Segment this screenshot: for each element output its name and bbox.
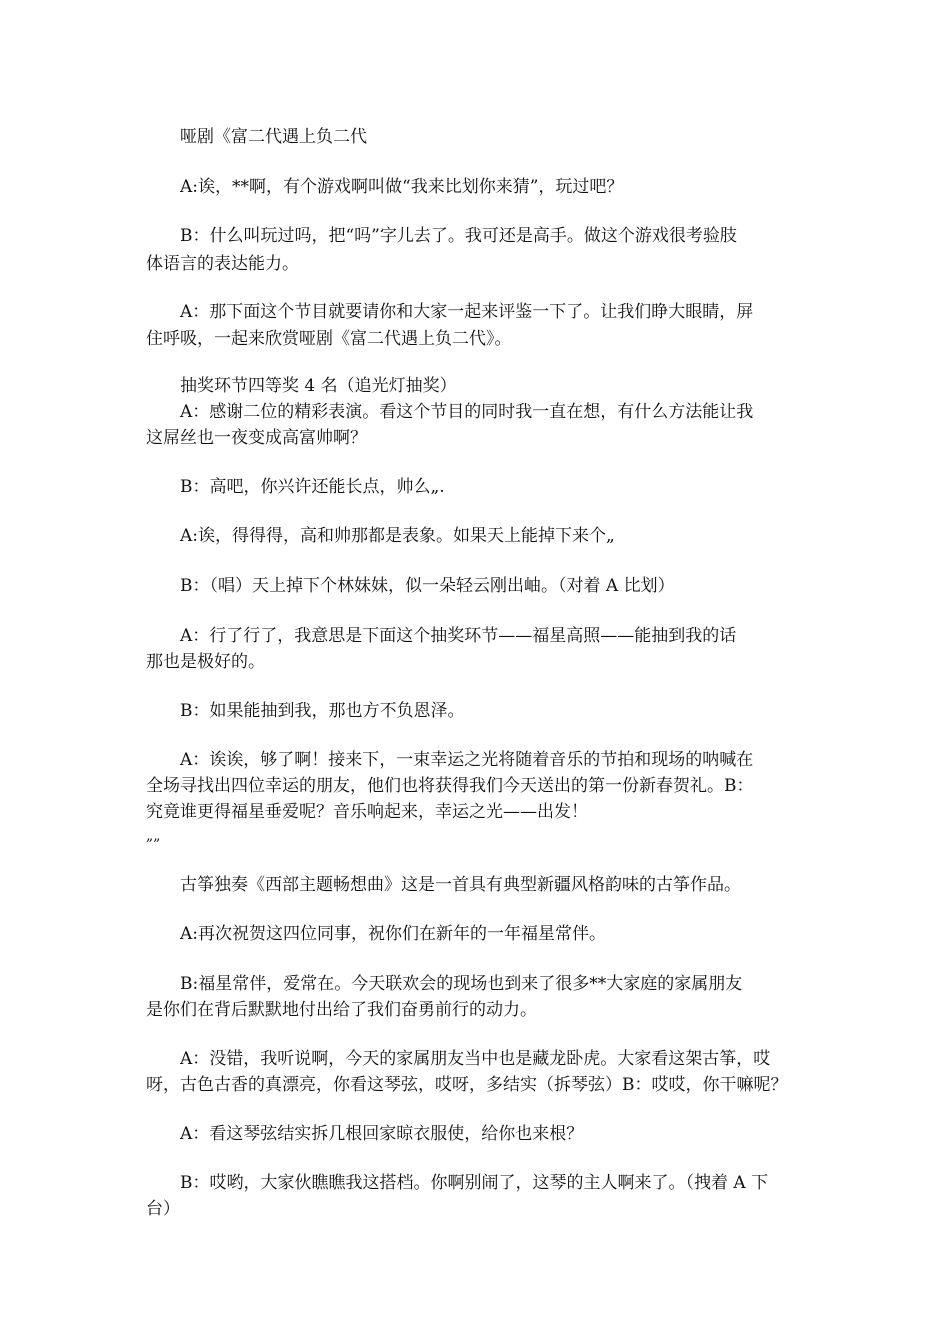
paragraph-line: 住呼吸，一起来欣赏哑剧《富二代遇上负二代》。 [146, 329, 512, 349]
paragraph-line: B:福星常伴，爱常在。今天联欢会的现场也到来了很多**大家庭的家属朋友 [180, 974, 743, 994]
paragraph-line: 究竟谁更得福星垂爱呢？音乐响起来，幸运之光——出发！ [146, 802, 588, 822]
paragraph-line: A:诶，**啊，有个游戏啊叫做“我来比划你来猜”，玩过吧？ [180, 177, 624, 197]
paragraph-line: „„ [146, 828, 161, 844]
paragraph-line: A：诶诶，够了啊！接来下，一束幸运之光将随着音乐的节拍和现场的呐喊在 [180, 750, 754, 770]
paragraph-line: 呀，古色古香的真漂亮，你看这琴弦，哎呀，多结实（拆琴弦）B：哎哎，你干嘛呢？ [146, 1075, 788, 1095]
paragraph-line: B：什么叫玩过吗，把“吗”字儿去了。我可还是高手。做这个游戏很考验肢 [180, 226, 737, 246]
paragraph-line: 是你们在背后默默地付出给了我们奋勇前行的动力。 [146, 1000, 537, 1020]
paragraph-line: 古筝独奏《西部主题畅想曲》这是一首具有典型新疆风格韵味的古筝作品。 [180, 875, 741, 895]
paragraph-line: 哑剧《富二代遇上负二代 [180, 127, 367, 147]
paragraph-line: 体语言的表达能力。 [146, 254, 299, 274]
paragraph-line: 抽奖环节四等奖 4 名（追光灯抽奖） [180, 376, 457, 396]
paragraph-line: B：哎哟，大家伙瞧瞧我这搭档。你啊别闹了，这琴的主人啊来了。（拽着 A 下 [180, 1173, 769, 1193]
paragraph-line: B：（唱）天上掉下个林妹妹，似一朵轻云刚出岫。（对着 A 比划） [180, 576, 675, 596]
paragraph-line: A：没错，我听说啊，今天的家属朋友当中也是藏龙卧虎。大家看这架古筝，哎 [180, 1049, 771, 1069]
paragraph-line: A:诶，得得得，高和帅那都是表象。如果天上能掉下来个„ [180, 526, 615, 546]
paragraph-line: 全场寻找出四位幸运的朋友，他们也将获得我们今天送出的第一份新春贺礼。B： [146, 776, 754, 796]
paragraph-line: 这屌丝也一夜变成高富帅啊？ [146, 428, 367, 448]
paragraph-line: 那也是极好的。 [146, 652, 265, 672]
paragraph-line: A：那下面这个节目就要请你和大家一起来评鉴一下了。让我们睁大眼睛，屏 [180, 302, 754, 322]
paragraph-line: A：看这琴弦结实拆几根回家晾衣服使，给你也来根？ [180, 1124, 584, 1144]
paragraph-line: A：行了行了，我意思是下面这个抽奖环节——福星高照——能抽到我的话 [180, 626, 737, 646]
paragraph-line: A：感谢二位的精彩表演。看这个节目的同时我一直在想，有什么方法能让我 [180, 402, 754, 422]
paragraph-line: B：高吧，你兴许还能长点，帅么„. [180, 477, 445, 497]
paragraph-line: 台） [146, 1199, 180, 1219]
paragraph-line: B：如果能抽到我，那也方不负恩泽。 [180, 701, 465, 721]
paragraph-line: A:再次祝贺这四位同事，祝你们在新年的一年福星常伴。 [180, 924, 607, 944]
